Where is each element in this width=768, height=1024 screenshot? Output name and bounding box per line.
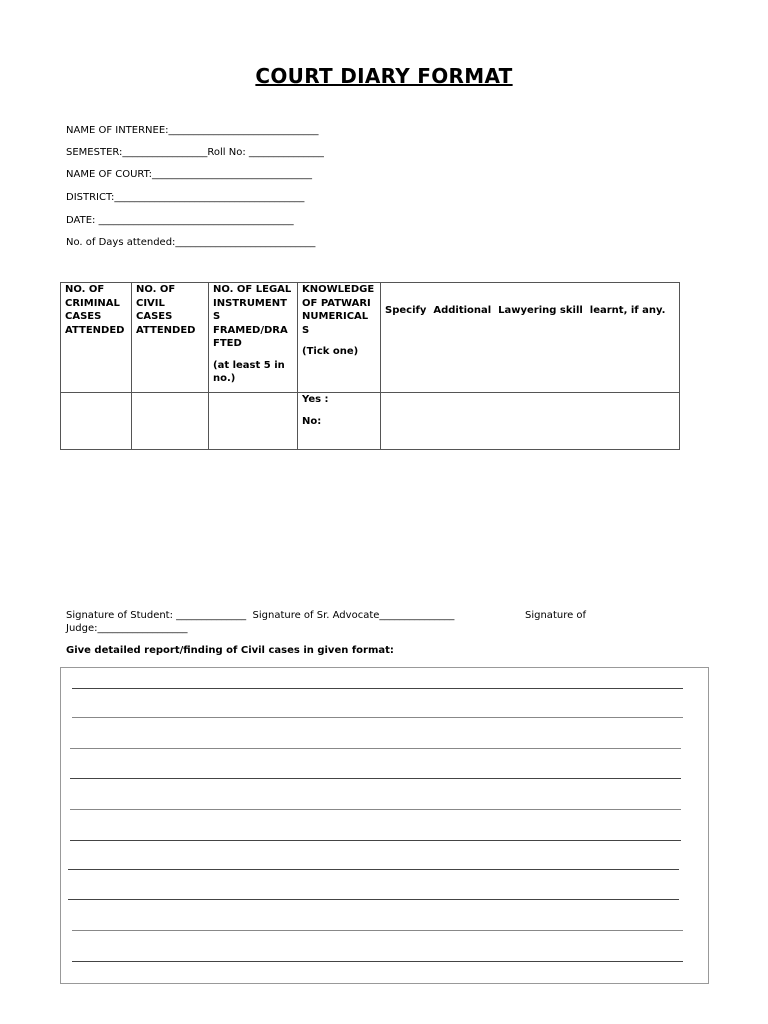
semester-roll-field[interactable]: SEMESTER:_________________Roll No: _______________ — [66, 147, 324, 158]
report-line — [68, 899, 679, 900]
header-civil-cases: NO. OF CIVIL CASES ATTENDED — [132, 283, 209, 393]
report-line — [72, 961, 683, 962]
court-diary-table — [60, 282, 680, 450]
judge-signature-line[interactable]: Judge:__________________ — [66, 623, 188, 634]
no-option[interactable]: No: — [302, 415, 322, 427]
district-field[interactable]: DISTRICT:______________________________________ — [66, 192, 305, 203]
legal-instruments-cell[interactable] — [209, 393, 298, 450]
patwari-tick-cell — [298, 393, 381, 450]
specify-skill-cell[interactable] — [381, 393, 680, 450]
internee-name-field[interactable]: NAME OF INTERNEE:______________________________ — [66, 125, 319, 136]
student-advocate-signature-line[interactable]: Signature of Student: ______________ Signature of Sr. Advocate_______________ — [66, 610, 455, 621]
judge-signature-label: Signature of — [525, 610, 587, 621]
report-line — [72, 930, 683, 931]
header-legal-instruments: NO. OF LEGAL INSTRUMENT S FRAMED/DRA FTED (at least 5 in no.) — [209, 283, 298, 393]
date-field[interactable]: DATE: _______________________________________ — [66, 215, 294, 226]
header-patwari-knowledge: KNOWLEDGE OF PATWARI NUMERICAL S (Tick one) — [298, 283, 381, 393]
report-line — [70, 748, 681, 749]
days-attended-field[interactable]: No. of Days attended:____________________________ — [66, 237, 316, 248]
civil-cases-cell[interactable] — [132, 393, 209, 450]
report-line — [70, 840, 681, 841]
civil-report-box[interactable] — [60, 667, 709, 984]
header-specify-skill: Specify Additional Lawyering skill learnt, if any. — [381, 283, 680, 393]
report-line — [72, 717, 683, 718]
header-criminal-cases: NO. OF CRIMINAL CASES ATTENDED — [61, 283, 132, 393]
court-name-field[interactable]: NAME OF COURT:________________________________ — [66, 169, 313, 180]
yes-option[interactable]: Yes : — [302, 394, 329, 405]
report-heading: Give detailed report/finding of Civil cases in given format: — [66, 645, 394, 656]
table-header-row — [61, 283, 680, 393]
report-line — [70, 809, 681, 810]
criminal-cases-cell[interactable] — [61, 393, 132, 450]
report-line — [68, 869, 679, 870]
table-row — [61, 393, 680, 450]
page-title: COURT DIARY FORMAT — [255, 64, 513, 88]
report-line — [70, 778, 681, 779]
signature-block — [66, 609, 606, 635]
report-line — [72, 688, 683, 689]
